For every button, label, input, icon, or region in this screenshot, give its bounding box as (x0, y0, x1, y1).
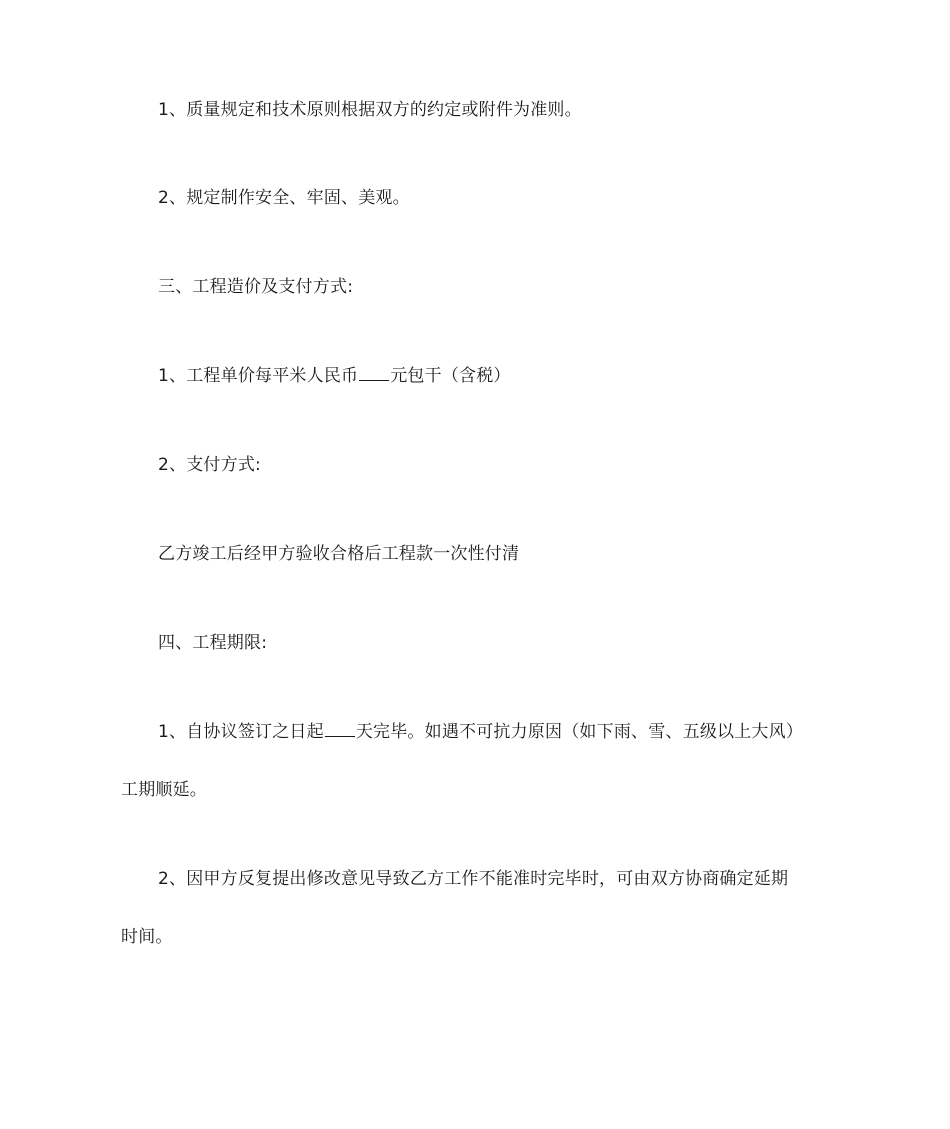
paragraph-text-before-blank: 1、自协议签订之日起 (158, 722, 324, 742)
paragraph-text-before-blank: 1、工程单价每平米人民币 (158, 366, 359, 386)
paragraph-line-2: 时间。 (121, 927, 173, 947)
paragraph-text: 2、规定制作安全、牢固、美观。 (158, 188, 410, 208)
heading-text: 四、工程期限: (158, 633, 268, 653)
paragraph-extension (121, 850, 833, 966)
paragraph-text: 乙方竣工后经甲方验收合格后工程款一次性付清 (158, 544, 520, 564)
section-heading-duration (121, 614, 833, 672)
paragraph-safety-requirement (121, 169, 833, 227)
paragraph-payment-terms (121, 525, 833, 583)
fill-in-blank-price (359, 366, 389, 381)
fill-in-blank-days (325, 722, 355, 737)
paragraph-payment-method (121, 436, 833, 494)
paragraph-completion-period (121, 703, 833, 819)
paragraph-quality-standard (121, 81, 833, 139)
paragraph-text: 1、质量规定和技术原则根据双方的约定或附件为准则。 (158, 100, 582, 120)
paragraph-text-after-blank: 元包干（含税） (390, 366, 511, 386)
paragraph-line-1 (121, 703, 833, 761)
paragraph-text: 2、支付方式: (158, 455, 261, 475)
paragraph-line-2: 工期顺延。 (121, 780, 207, 800)
paragraph-text-after-blank: 天完毕。如遇不可抗力原因（如下雨、雪、五级以上大风） (355, 722, 804, 742)
paragraph-line-1: 2、因甲方反复提出修改意见导致乙方工作不能准时完毕时，可由双方协商确定延期 (158, 869, 789, 889)
paragraph-unit-price (121, 347, 833, 405)
heading-text: 三、工程造价及支付方式: (158, 277, 354, 297)
section-heading-cost-payment (121, 258, 833, 316)
